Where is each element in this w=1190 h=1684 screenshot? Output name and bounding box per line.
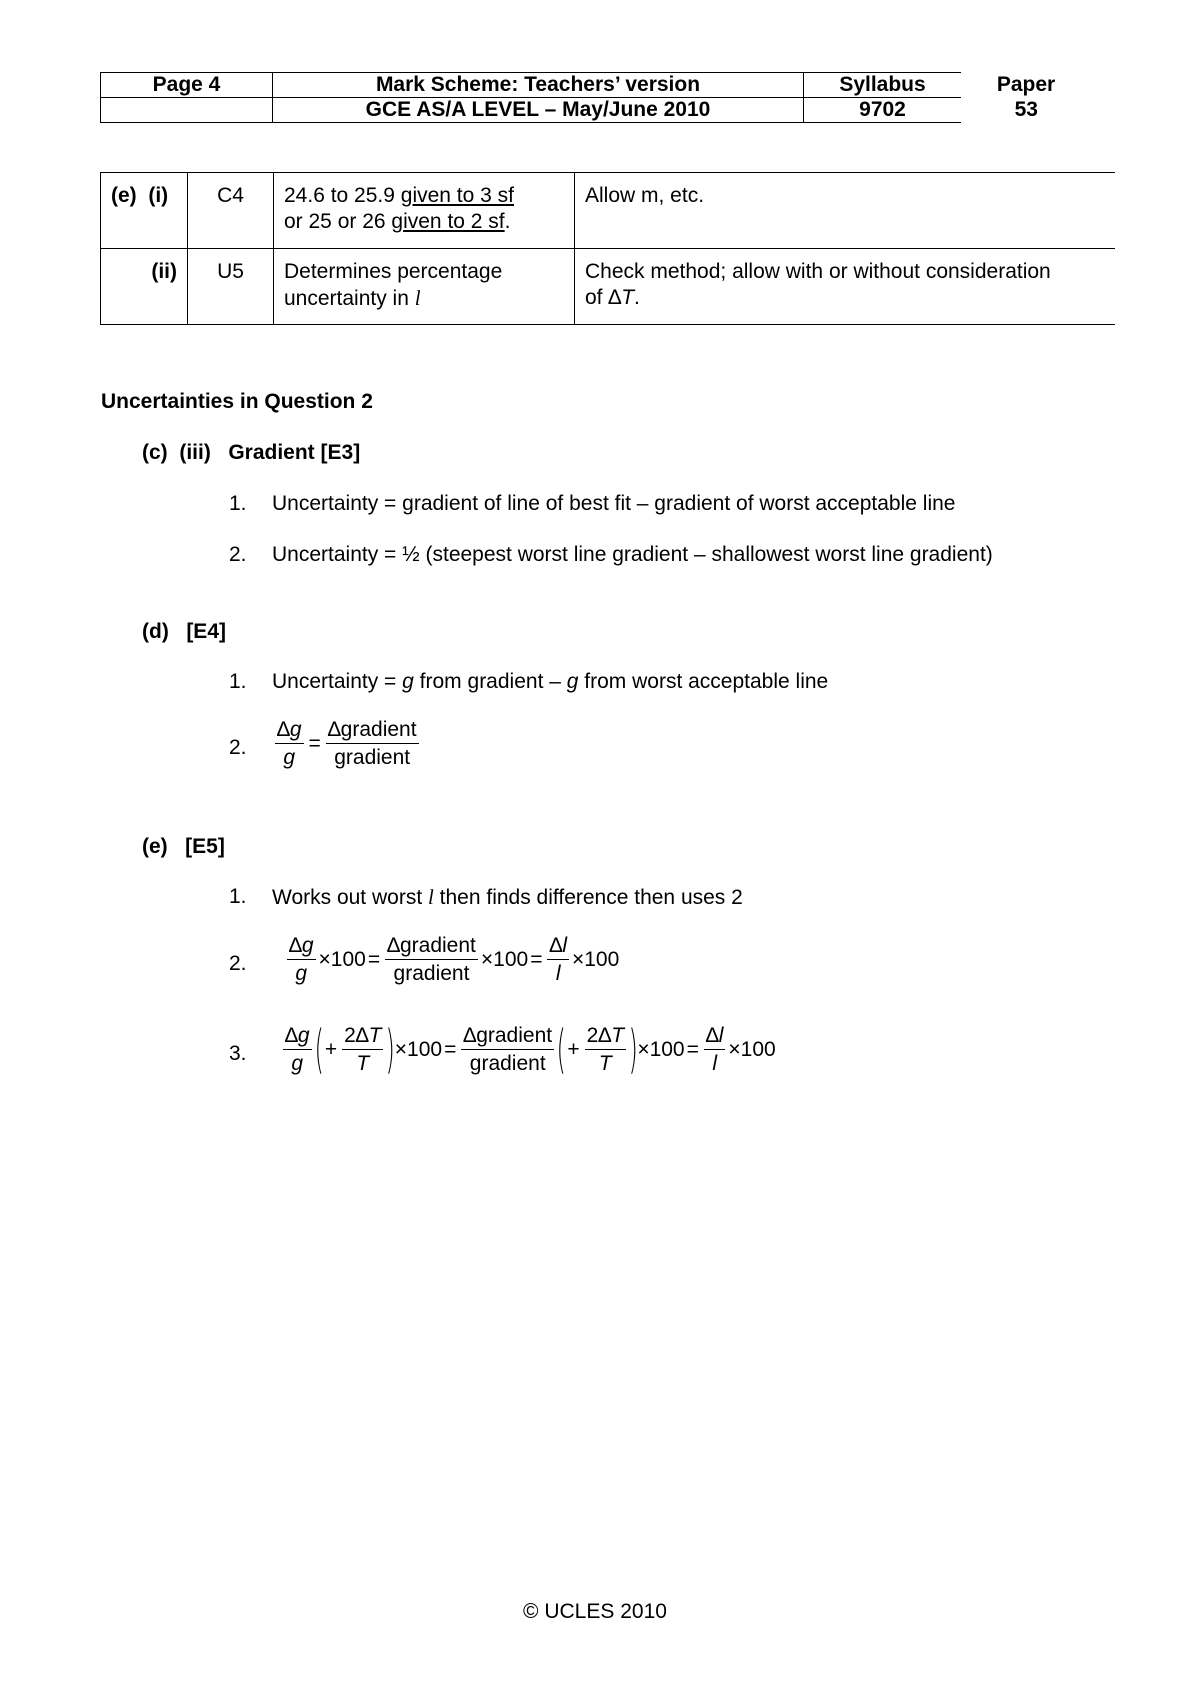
part-cell: (ii)	[101, 249, 188, 325]
variable-g: g	[291, 1052, 304, 1075]
c-heading: (c) (iii) Gradient [E3]	[142, 441, 361, 464]
fraction	[283, 1024, 312, 1076]
times-100: ×100	[728, 1038, 776, 1061]
header-syllabus-label: Syllabus	[804, 73, 962, 98]
plus-sign: +	[324, 1038, 338, 1061]
header-empty-cell	[101, 98, 273, 123]
variable-t: T	[356, 1052, 370, 1075]
note-text: .	[634, 286, 640, 309]
variable-t: T	[621, 286, 635, 309]
desc-text: Determines percentage	[284, 260, 503, 283]
denominator: gradient	[334, 746, 411, 769]
header-paper-label: Paper	[996, 73, 1056, 96]
part-label: (e)	[111, 184, 137, 207]
right-paren: )	[386, 1020, 396, 1080]
text: from gradient –	[413, 670, 567, 693]
desc-underlined: given to 2 sf	[391, 210, 505, 233]
d-item-1	[272, 670, 828, 694]
equals-sign: =	[367, 948, 381, 971]
variable-l: l	[712, 1052, 717, 1075]
table-row	[101, 173, 1116, 249]
header-paper-number: 53	[1014, 98, 1038, 121]
note-text: of	[585, 286, 609, 309]
item-number: 1.	[229, 885, 247, 908]
desc-text: uncertainty in	[284, 287, 415, 310]
note-cell: Allow m, etc.	[575, 173, 1116, 249]
denominator: gradient	[393, 962, 470, 985]
item-number: 2.	[229, 543, 247, 566]
times-100: ×100	[571, 948, 620, 971]
delta-symbol: ∆	[277, 718, 290, 741]
fraction	[326, 718, 419, 770]
note-text: Check method; allow with or without consideration	[585, 260, 1051, 283]
variable-t: T	[368, 1024, 382, 1047]
variable-l: l	[718, 1024, 724, 1047]
desc-underlined: given to 3 sf	[400, 184, 514, 207]
section-title: Uncertainties in Question 2	[101, 390, 373, 413]
numerator: ∆gradient	[326, 718, 419, 744]
item-number: 2.	[229, 952, 247, 975]
footer-copyright: © UCLES 2010	[523, 1600, 667, 1623]
delta-symbol: ∆	[608, 286, 622, 309]
left-paren: (	[556, 1020, 566, 1080]
variable-g: g	[283, 746, 296, 769]
table-row	[101, 249, 1116, 325]
fraction	[287, 934, 316, 986]
sub-part-label: (i)	[148, 184, 169, 207]
description-cell	[274, 173, 575, 249]
text: then finds difference then uses 2	[433, 886, 743, 909]
e-equation-3	[280, 1020, 776, 1080]
c-item-1: Uncertainty = gradient of line of best fit – gradient of worst acceptable line	[272, 492, 956, 515]
equals-sign: =	[444, 1038, 457, 1061]
variable-l: l	[562, 934, 567, 957]
plus-sign: +	[567, 1038, 580, 1061]
header-title: Mark Scheme: Teachers’ version	[273, 73, 804, 98]
equals-sign: =	[686, 1038, 699, 1061]
code-cell: U5	[188, 249, 274, 325]
c-item-2: Uncertainty = ½ (steepest worst line gradient – shallowest worst line gradient)	[272, 543, 993, 566]
desc-text: 24.6 to 25.9	[284, 184, 401, 207]
denominator: gradient	[469, 1052, 546, 1075]
fraction	[275, 718, 304, 770]
variable-l: l	[414, 286, 421, 310]
equals-sign: =	[530, 948, 543, 971]
d-equation	[272, 718, 422, 770]
numerator: ∆gradient	[385, 934, 478, 960]
e-equation-2	[284, 934, 619, 986]
header-syllabus-code: 9702	[804, 98, 962, 123]
d-heading: (d) [E4]	[142, 620, 226, 643]
item-number: 1.	[229, 670, 247, 693]
fraction	[704, 1024, 726, 1076]
e-item-1	[272, 885, 743, 910]
delta-symbol: ∆	[289, 934, 302, 957]
numerator: ∆gradient	[461, 1024, 554, 1050]
variable-g: g	[295, 962, 308, 985]
header-page: Page 4	[101, 73, 273, 98]
times-100: ×100	[637, 1038, 685, 1061]
times-100: ×100	[480, 948, 529, 971]
fraction	[342, 1024, 383, 1076]
mark-table	[100, 172, 1115, 325]
variable-g: g	[289, 718, 302, 741]
variable-g: g	[297, 1024, 310, 1047]
description-cell	[274, 249, 575, 325]
text: from worst acceptable line	[578, 670, 829, 693]
delta-symbol: ∆	[285, 1024, 298, 1047]
variable-g: g	[402, 670, 414, 693]
item-number: 3.	[229, 1042, 247, 1065]
variable-l: l	[427, 885, 434, 909]
times-100: ×100	[318, 948, 366, 971]
fraction	[585, 1024, 626, 1076]
text: Uncertainty =	[272, 670, 403, 693]
header-table	[100, 72, 1092, 123]
variable-g: g	[566, 670, 579, 693]
desc-text: .	[504, 210, 511, 233]
left-paren: (	[314, 1020, 324, 1080]
equals-sign: =	[308, 732, 321, 755]
variable-t: T	[598, 1052, 612, 1075]
two-delta: 2∆	[344, 1024, 369, 1047]
times-100: ×100	[394, 1038, 443, 1061]
code-cell: C4	[188, 173, 274, 249]
fraction	[461, 1024, 554, 1076]
e-heading: (e) [E5]	[142, 835, 225, 858]
two-delta: 2∆	[586, 1024, 612, 1047]
text: Works out worst	[272, 886, 428, 909]
variable-t: T	[611, 1024, 625, 1047]
right-paren: )	[628, 1020, 638, 1080]
delta-symbol: ∆	[549, 934, 563, 957]
note-cell	[575, 249, 1116, 325]
variable-g: g	[301, 934, 314, 957]
delta-symbol: ∆	[705, 1024, 719, 1047]
item-number: 1.	[229, 492, 247, 515]
fraction	[547, 934, 569, 986]
desc-text: or 25 or 26	[284, 210, 392, 233]
item-number: 2.	[229, 736, 247, 759]
variable-l: l	[555, 962, 561, 985]
part-cell	[101, 173, 188, 249]
fraction	[385, 934, 478, 986]
header-exam: GCE AS/A LEVEL – May/June 2010	[273, 98, 804, 123]
